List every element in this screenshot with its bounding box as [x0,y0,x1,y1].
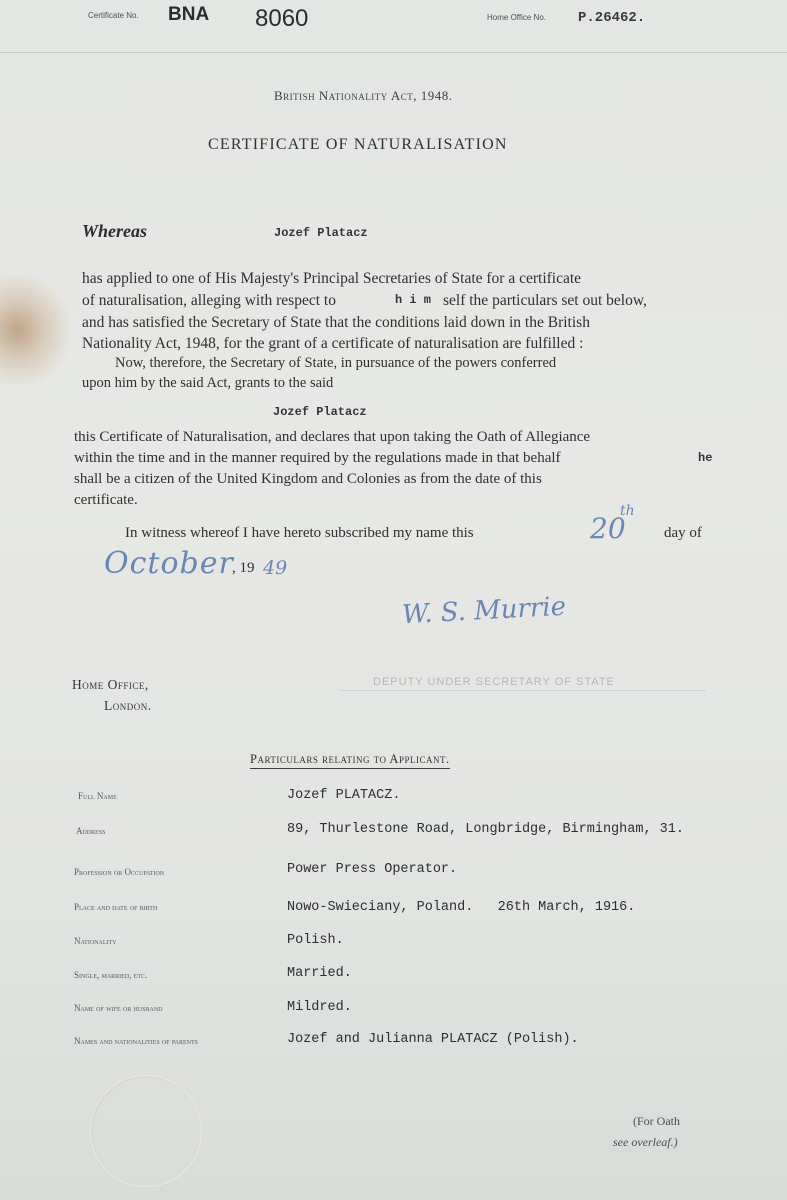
para1-line2a: of naturalisation, alleging with respect to [82,292,336,309]
home-office-no: P.26462. [578,10,646,26]
para3-line2: within the time and in the manner required by the regulations made in that behalf [74,450,561,466]
office-line1: Home Office, [72,677,149,692]
certificate-no-label: Certificate No. [88,11,139,20]
signature: W. S. Murrie [401,591,567,631]
particulars-value: Polish. [287,933,344,948]
particulars-label: Nationality [74,936,117,946]
embossed-seal [90,1075,202,1187]
para1-line2b: self the particulars set out below, [443,292,647,309]
pronoun-he: he [698,451,713,465]
particulars-value: Mildred. [287,1000,352,1015]
witness-day: 20 [590,512,626,545]
witness-text: In witness whereof I have hereto subscribed my name this [125,525,474,541]
para3-line1: this Certificate of Naturalisation, and declares that upon taking the Oath of Allegiance [74,429,591,445]
home-office-no-label: Home Office No. [487,13,546,22]
particulars-label: Profession or Occupation [74,867,165,877]
particulars-value: Nowo-Swieciany, Poland. 26th March, 1916. [287,900,636,915]
grantee-name: Jozef Platacz [273,405,367,419]
particulars-label: Names and nationalities of parents [74,1036,198,1046]
para2-line1: Now, therefore, the Secretary of State, in pursuance of the powers conferred [115,355,557,371]
particulars-label: Single, married, etc. [74,970,148,980]
fold-line [0,52,787,53]
particulars-label: Address [76,826,106,836]
particulars-label: Name of wife or husband [74,1003,163,1013]
para1-line3: and has satisfied the Secretary of State that the conditions laid down in the British [82,314,590,331]
pronoun-him: h i m [395,293,432,307]
particulars-value: Power Press Operator. [287,862,458,877]
particulars-label: Place and date of birth [74,902,158,912]
para3-line4: certificate. [74,492,138,508]
signature-line [340,690,705,691]
particulars-label: Full Name [78,791,117,801]
certificate-number: 8060 [255,5,309,32]
document-title: CERTIFICATE OF NATURALISATION [208,136,508,153]
applicant-name: Jozef Platacz [274,226,368,240]
para2-line2: upon him by the said Act, grants to the said [82,375,334,391]
witness-year-suffix: 49 [263,557,288,579]
particulars-value: Married. [287,966,352,981]
witness-month: October [104,546,234,581]
certificate-series: BNA [168,4,210,25]
office-line2: London. [104,698,152,713]
signatory-title: DEPUTY UNDER SECRETARY OF STATE [373,676,615,688]
witness-year-prefix: , 19 [232,560,255,576]
paper-stain [0,275,70,385]
particulars-heading: Particulars relating to Applicant. [250,752,450,769]
footer-line2: see overleaf.) [613,1135,678,1149]
witness-day-suffix: th [620,503,635,519]
para3-line3: shall be a citizen of the United Kingdom and Colonies as from the date of this [74,471,542,487]
para1-line4: Nationality Act, 1948, for the grant of a certificate of naturalisation are fulfilled : [82,335,584,352]
footer-line1: (For Oath [633,1114,680,1128]
para1-line1: has applied to one of His Majesty's Principal Secretaries of State for a certificate [82,270,582,287]
particulars-value: Jozef PLATACZ. [287,788,401,803]
particulars-value: 89, Thurlestone Road, Longbridge, Birmingham, 31. [287,822,684,837]
act-title: British Nationality Act, 1948. [274,88,453,103]
particulars-value: Jozef and Julianna PLATACZ (Polish). [287,1032,579,1047]
witness-day-of: day of [664,525,702,541]
whereas-word: Whereas [82,221,148,241]
